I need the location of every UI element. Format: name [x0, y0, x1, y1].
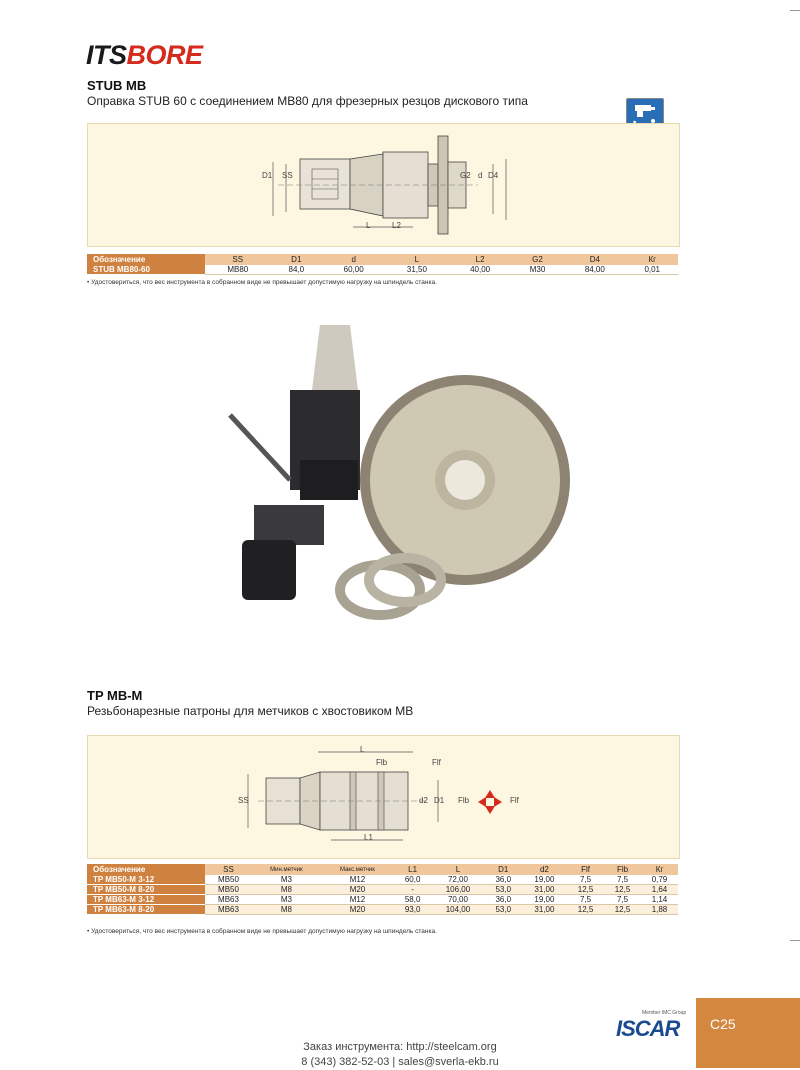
col-header: Flb: [604, 864, 641, 875]
section2-title: TP MB-M: [87, 688, 143, 703]
dim-label-d4: D4: [488, 171, 499, 180]
col-header: SS: [205, 864, 252, 875]
member-imc-text: Member IMC Group: [642, 1010, 687, 1016]
table-cell: MB63: [205, 895, 252, 905]
table-header-row: [87, 864, 678, 875]
table-cell: 7,5: [567, 895, 604, 905]
margin-tick-middle: [790, 940, 800, 941]
table-cell: STUB MB80-60: [87, 265, 205, 275]
table-row: [87, 895, 678, 905]
logo-part-its: ITS: [86, 40, 127, 70]
table-cell: MB80: [205, 265, 271, 275]
table-cell: 1,64: [641, 885, 678, 895]
table-cell: TP MB63-M 3-12: [87, 895, 205, 905]
col-header: Кг: [641, 864, 678, 875]
saw-blade-image: [360, 375, 570, 585]
table-cell: 19,00: [522, 875, 567, 885]
table-cell: 104,00: [431, 905, 485, 915]
table-cell: 70,00: [431, 895, 485, 905]
logo-part-bore: BORE: [126, 40, 203, 70]
table-cell: M30: [512, 265, 563, 275]
iscar-logo: [616, 1010, 686, 1042]
col-header: Макс.метчик: [321, 864, 394, 875]
table-cell: 7,5: [567, 875, 604, 885]
table-cell: M3: [252, 875, 321, 885]
table-row: [87, 905, 678, 915]
table-cell: M20: [321, 905, 394, 915]
col-header: D1: [485, 864, 522, 875]
dim-label-l: L: [360, 745, 365, 754]
col-header: D4: [563, 254, 626, 265]
col-header: Кг: [626, 254, 678, 265]
table-row: [87, 885, 678, 895]
table-cell: 93,0: [394, 905, 431, 915]
page-tab: [696, 998, 800, 1068]
col-header: L: [431, 864, 485, 875]
dim-label-flf: Flf: [432, 758, 441, 767]
col-header: G2: [512, 254, 563, 265]
col-header: SS: [205, 254, 271, 265]
table-cell: 31,00: [522, 885, 567, 895]
table-cell: 0,01: [626, 265, 678, 275]
table-cell: 12,5: [567, 885, 604, 895]
table-cell: 12,5: [604, 885, 641, 895]
table-row: [87, 265, 678, 275]
table-cell: 12,5: [567, 905, 604, 915]
table-cell: 53,0: [485, 905, 522, 915]
section2-subtitle: Резьбонарезные патроны для метчиков с хвостовиком MB: [87, 704, 414, 718]
col-header: d2: [522, 864, 567, 875]
table-cell: 53,0: [485, 885, 522, 895]
table-cell: 7,5: [604, 875, 641, 885]
table-cell: 12,5: [604, 905, 641, 915]
table-cell: 36,0: [485, 895, 522, 905]
table-cell: 84,0: [271, 265, 323, 275]
dim-label-d2: d2: [419, 796, 428, 805]
table-cell: TP MB50-M 3-12: [87, 875, 205, 885]
table-cell: MB50: [205, 885, 252, 895]
table-cell: 60,00: [322, 265, 385, 275]
dim-label-ss: SS: [238, 796, 249, 805]
col-header: d: [322, 254, 385, 265]
page-number: C25: [710, 1016, 736, 1032]
table-cell: TP MB50-M 8-20: [87, 885, 205, 895]
dim-label-d1: D1: [434, 796, 445, 805]
dim-label-ss: SS: [282, 171, 293, 180]
contact-line-1: Заказ инструмента: http://steelcam.org: [303, 1041, 497, 1053]
table-cell: M8: [252, 885, 321, 895]
table-cell: M3: [252, 895, 321, 905]
table-cell: M8: [252, 905, 321, 915]
table-cell: 84,00: [563, 265, 626, 275]
itsbore-logo: [86, 40, 203, 71]
stub-mb-table: [87, 254, 678, 275]
table-cell: 7,5: [604, 895, 641, 905]
dim-label-g2: G2: [460, 171, 471, 180]
table-cell: M12: [321, 895, 394, 905]
table-cell: 36,0: [485, 875, 522, 885]
section1-note: • Удостовериться, что вес инструмента в собранном виде не превышает допустимую нагрузку на шпиндель станка.: [87, 279, 437, 286]
table-cell: M20: [321, 885, 394, 895]
table-cell: TP MB63-M 8-20: [87, 905, 205, 915]
stub-mb-diagram: [87, 123, 680, 247]
table-cell: MB63: [205, 905, 252, 915]
col-header: L2: [449, 254, 512, 265]
dim-label-l: L: [366, 221, 371, 230]
dim-label-l2: L2: [392, 221, 401, 230]
table-cell: 1,14: [641, 895, 678, 905]
col-header: L1: [394, 864, 431, 875]
table-cell: 58,0: [394, 895, 431, 905]
col-header: L: [385, 254, 448, 265]
contact-line-2: 8 (343) 382-52-03 | sales@sverla-ekb.ru: [301, 1056, 499, 1068]
table-cell: 31,50: [385, 265, 448, 275]
table-header-row: [87, 254, 678, 265]
table-cell: 31,00: [522, 905, 567, 915]
table-cell: 72,00: [431, 875, 485, 885]
table-cell: 19,00: [522, 895, 567, 905]
table-row: [87, 875, 678, 885]
col-header: Flf: [567, 864, 604, 875]
dim-label-flb: Flb: [376, 758, 388, 767]
product-photo: [220, 320, 580, 620]
col-header: Обозначение: [87, 254, 205, 265]
table-cell: 60,0: [394, 875, 431, 885]
table-cell: 106,00: [431, 885, 485, 895]
section1-subtitle: Оправка STUB 60 с соединением MB80 для фрезерных резцов дискового типа: [87, 94, 528, 108]
table-cell: M12: [321, 875, 394, 885]
iscar-wordmark: ISCAR: [616, 1016, 680, 1041]
float-label-flf: Flf: [510, 796, 519, 805]
dim-label-l1: L1: [364, 833, 373, 842]
col-header: Обозначение: [87, 864, 205, 875]
tp-mb-m-table: [87, 864, 678, 915]
table-cell: 1,88: [641, 905, 678, 915]
float-label-flb: Flb: [458, 796, 470, 805]
margin-tick-top: [790, 10, 800, 11]
col-header: Мин.метчик: [252, 864, 321, 875]
table-cell: -: [394, 885, 431, 895]
table-cell: MB50: [205, 875, 252, 885]
table-cell: 40,00: [449, 265, 512, 275]
dim-label-d1: D1: [262, 171, 273, 180]
section1-title: STUB MB: [87, 78, 147, 93]
tp-mb-m-diagram: [87, 735, 680, 859]
dim-label-d: d: [478, 171, 483, 180]
float-arrows-icon: [478, 790, 502, 814]
section2-note: • Удостовериться, что вес инструмента в собранном виде не превышает допустимую нагрузку на шпиндель станка.: [87, 928, 437, 935]
contact-info: [280, 1040, 520, 1070]
col-header: D1: [271, 254, 323, 265]
table-cell: 0,79: [641, 875, 678, 885]
